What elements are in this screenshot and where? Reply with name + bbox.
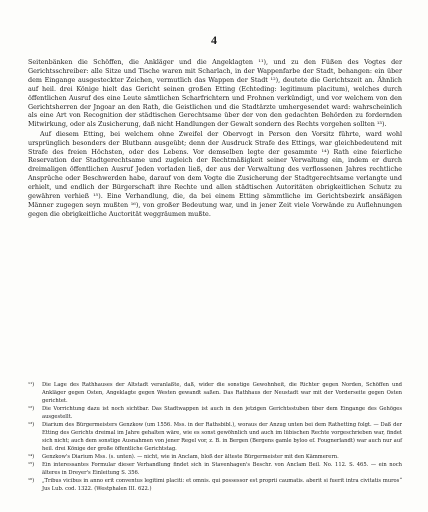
footnote-mark: ¹⁵) [28,462,35,468]
footnote-mark: ¹²) [28,406,35,412]
footnote-text: „Tribus vicibus in anno erit conventus legitimi placiti: et omnis. qui possessor est proprii caumatis. aberit si fuerit intra civitatis muros“ Jus Lub. cod. 1322. (Westphalen III. 622.) [42,478,402,492]
main-text [28,58,402,219]
footnote [28,381,402,405]
paragraph: Seitenbänken die Schöffen, die Ankläger und die Angeklagten ¹¹), und zu den Füßen des Vogtes der Gerichtsschreiber: alle Sitze und Tische waren mit Scharlach, in der Wappenfarbe der Stadt, behangen: ein über dem Eingange ausgesteckter Zeichen, vermutlich das Wappen der Stadt ¹²), deutete die Gerichtszeit an. Ähnlich auf heil. drei Könige hielt das Gericht seinen großen Etting (Echteding: legitimum placitum), welches durch öffentlichen Ausruf des eine Leute sämtlichen Scharfrichtern und Frohnen verkündigt, und vor welchem von den Gerichtsherren der Jngoar an den Rath, die Geistlichen und die Stadtärzte umhergesendet ward: wahrscheinlich als eine Art von Recognition der städtischen Gerechtsame über der von den gedachten Behörden zu fordernden Mitwirkung, oder als Zusicherung, daß nicht Handlungen der Gewalt sondern des Rechts vorgehen sollten ¹³). [28,58,402,129]
footnote-text: Genzkow's Diarium Mss. (s. unten). — nicht, wie in Anclam, bloß der älteste Bürgermeister mit den Kämmerern. [42,454,339,460]
footnote-text: Die Vorrichtung dazu ist noch sichtbar. Das Stadtwappen ist auch in den jetzigen Gerichtsstuben über dem Eingange des Gehöges ausgestellt. [42,406,402,420]
footnote-text: Die Lage des Rathhauses der Altstadt veranlaßte, daß, wider die sonstige Gewohnheit, die Richter gegen Norden, Schöffen und Ankläger gegen Osten, Angeklagte gegen Westen gewandt saßen. Das Rathhaus der Neustadt war mit der Vorderseite gegen Osten gerichtet. [42,382,402,404]
footnote [28,453,402,461]
footnote-text: Diarium des Bürgermeisters Genzkow (um 1556. Mss. in der Rathsbibl.), woraus der Anzug unten bei dem Rathetting folgt. — Daß der Etting des Gerichts dreimal im Jahre gehalten wäre, wie es sonst gewöhnlich und auch im lübischen Rechte vorgeschrieben war, findet sich nicht; auch dem sonstige Ausnahmen von jener Regel vor, z. B. in Bergen (Bergens gamle byloo ef. Fougnerlandt) war auch nur auf heil. drei Könige der große öffentliche Gerichtstag. [42,422,402,452]
footnote-mark: ¹⁶) [28,478,35,484]
footnote [28,477,402,493]
footnote-text: Ein interessantes Formular dieser Verhandlung findet sich in Stavenhagen's Beschr. von Anclam Beil. No. 112. S. 465. — ein noch älteres in Dreyer's Einleitung S. 356. [42,462,402,476]
footnote [28,405,402,421]
footnote [28,421,402,453]
page-number: 4 [211,33,217,47]
footnote [28,461,402,477]
footnotes [28,381,402,493]
footnote-mark: ¹¹) [28,382,35,388]
footnote-mark: ¹³) [28,422,35,428]
paragraph: Auf diesem Etting, bei welchem ohne Zweifel der Obervogt in Person den Vorsitz führte, ward wohl ursprünglich besonders der Blutbann ausgeübt; denn der Ausdruck Strafe des Ettings, war gleichbedeutend mit Strafe des freien Höchsten, oder des Lebens. Vor demselben legte der gesammte ¹⁴) Rath eine feierliche Reservation der Stadtgerechtsame und zugleich der Rechtmäßigkeit seiner Verwaltung ein, indem er durch dreimaligen öffentlichen Ausruf Jeden vorladen ließ, der aus der Verwaltung des verflossenen Jahres rechtliche Ansprüche oder Beschwerden habe, darauf von dem Vogte die Zusicherung der Stadtgerechtsame verlangte und erhielt, und endlich der Bürgerschaft ihre Rechte und allen städtischen Autoritäten obrigkeitlichen Schutz zu gewähren verhieß ¹⁵). Eine Verhandlung, die, da bei einem Etting sämmtliche im Gerichtsbezirk ansäßigen Männer zugegen seyn mußten ¹⁶), von großer Bedeutung war, und in jener Zeit viele Vorwände zu Auflehnungen gegen die obrigkeitliche Auctorität weggräumen mußte. [28,129,402,218]
footnote-mark: ¹⁴) [28,454,35,460]
